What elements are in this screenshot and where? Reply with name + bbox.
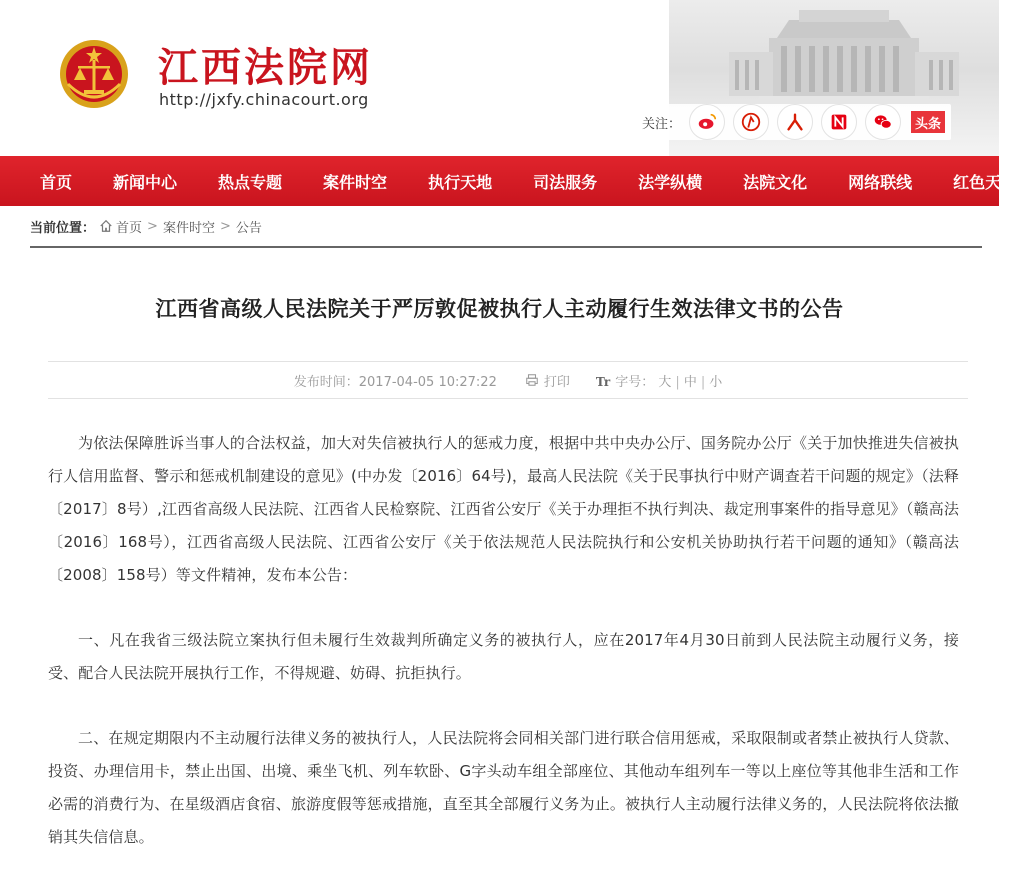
publish-time: 发布时间：2017-04-05 10:27:22 (293, 374, 497, 390)
font-size-small[interactable]: 小 (709, 374, 723, 390)
news-icon[interactable] (821, 104, 857, 140)
breadcrumb-separator: > (147, 218, 158, 234)
main-nav (0, 156, 1017, 206)
breadcrumb-label: 当前位置： (30, 220, 96, 236)
article-title: 江西省高级人民法院关于严厉敦促被执行人主动履行生效法律文书的公告 (155, 297, 844, 321)
article-paragraph: 一、凡在我省三级法院立案执行但未履行生效裁判所确定义务的被执行人，应在2017年4月30日前到人民法院主动履行义务，接受、配合人民法院开展执行工作，不得规避、妨碍、抗拒执行。 (48, 631, 959, 682)
weibo-icon[interactable] (689, 104, 725, 140)
toutiao-icon[interactable]: 头条 (911, 111, 945, 133)
article-body (48, 427, 959, 854)
court-building-image (729, 6, 959, 106)
font-size-medium[interactable]: 中 (683, 374, 697, 390)
print-label[interactable]: 打印 (543, 374, 570, 390)
nav-enforcement[interactable]: 执行天地 (428, 172, 493, 192)
breadcrumb-separator: > (219, 218, 231, 234)
nav-court-culture[interactable]: 法院文化 (743, 172, 808, 192)
breadcrumb (30, 206, 982, 248)
breadcrumb-item-case-space[interactable]: 案件时空 (162, 220, 215, 236)
site-url[interactable]: http://jxfy.chinacourt.org (159, 90, 369, 109)
article-paragraph: 为依法保障胜诉当事人的合法权益，加大对失信被执行人的惩戒力度，根据中共中央办公厅、国务院办公厅《关于加快推进失信被执行人信用监督、警示和惩戒机制建设的意见》(中办发〔2016〕64号)，最高人民法院《关于民事执行中财产调查若干问题的规定》（法释〔2017〕8号）,江西省高级人民法院、江西省人民检察院、江西省公安厅《关于办理拒不执行判决、裁定刑事案件的指导意见》（赣高法〔2016〕168号），江西省高级人民法院、江西省公安厅《关于依法规范人民法院执行和公安机关协助执行若干问题的通知》（赣高法〔2008〕158号）等文件精神，发布本公告： (48, 434, 959, 584)
font-size-control: Tr 字号： 大 | 中 | 小 (595, 374, 723, 390)
breadcrumb-home-label[interactable]: 首页 (116, 220, 143, 236)
site-title[interactable]: 江西法院网 (158, 44, 373, 91)
nav-home[interactable]: 首页 (40, 172, 73, 192)
nav-law-study[interactable]: 法学纵横 (638, 172, 703, 192)
article-paragraph: 二、在规定期限内不主动履行法律义务的被执行人，人民法院将会同相关部门进行联合信用惩戒，采取限制或者禁止被执行人贷款、投资、办理信用卡，禁止出国、出境、乘坐飞机、列车软卧、G字头动车组全部座位、其他动车组列车一等以上座位等其他非生活和工作必需的消费行为、在星级酒店食宿、旅游度假等惩戒措施，直至其全部履行义务为止。被执行人主动履行法律义务的，人民法院将依法撤销其失信信息。 (48, 729, 959, 846)
breadcrumb-item-notice[interactable]: 公告 (235, 220, 262, 236)
court-emblem-logo[interactable] (58, 38, 130, 110)
follow-bar (632, 104, 951, 140)
article-meta (48, 361, 968, 399)
home-icon (99, 219, 113, 233)
breadcrumb-home[interactable] (99, 217, 142, 236)
nav-online-link[interactable]: 网络联线 (848, 172, 913, 192)
nav-hot-topics[interactable]: 热点专题 (218, 172, 283, 192)
follow-label: 关注： (641, 116, 681, 132)
print-button[interactable] (525, 371, 570, 390)
wechat-icon[interactable] (865, 104, 901, 140)
nav-news-center[interactable]: 新闻中心 (113, 172, 178, 192)
nav-judicial-service[interactable]: 司法服务 (533, 172, 598, 192)
nav-red-scales[interactable]: 红色天平 (953, 172, 1017, 192)
font-size-large[interactable]: 大 (658, 374, 672, 390)
site-header (0, 0, 999, 156)
font-size-label: 字号： (615, 374, 655, 390)
font-size-icon: Tr (595, 374, 611, 389)
people-icon[interactable] (733, 104, 769, 140)
nav-case-space[interactable]: 案件时空 (323, 172, 388, 192)
printer-icon (525, 373, 539, 387)
renmin-icon[interactable] (777, 104, 813, 140)
